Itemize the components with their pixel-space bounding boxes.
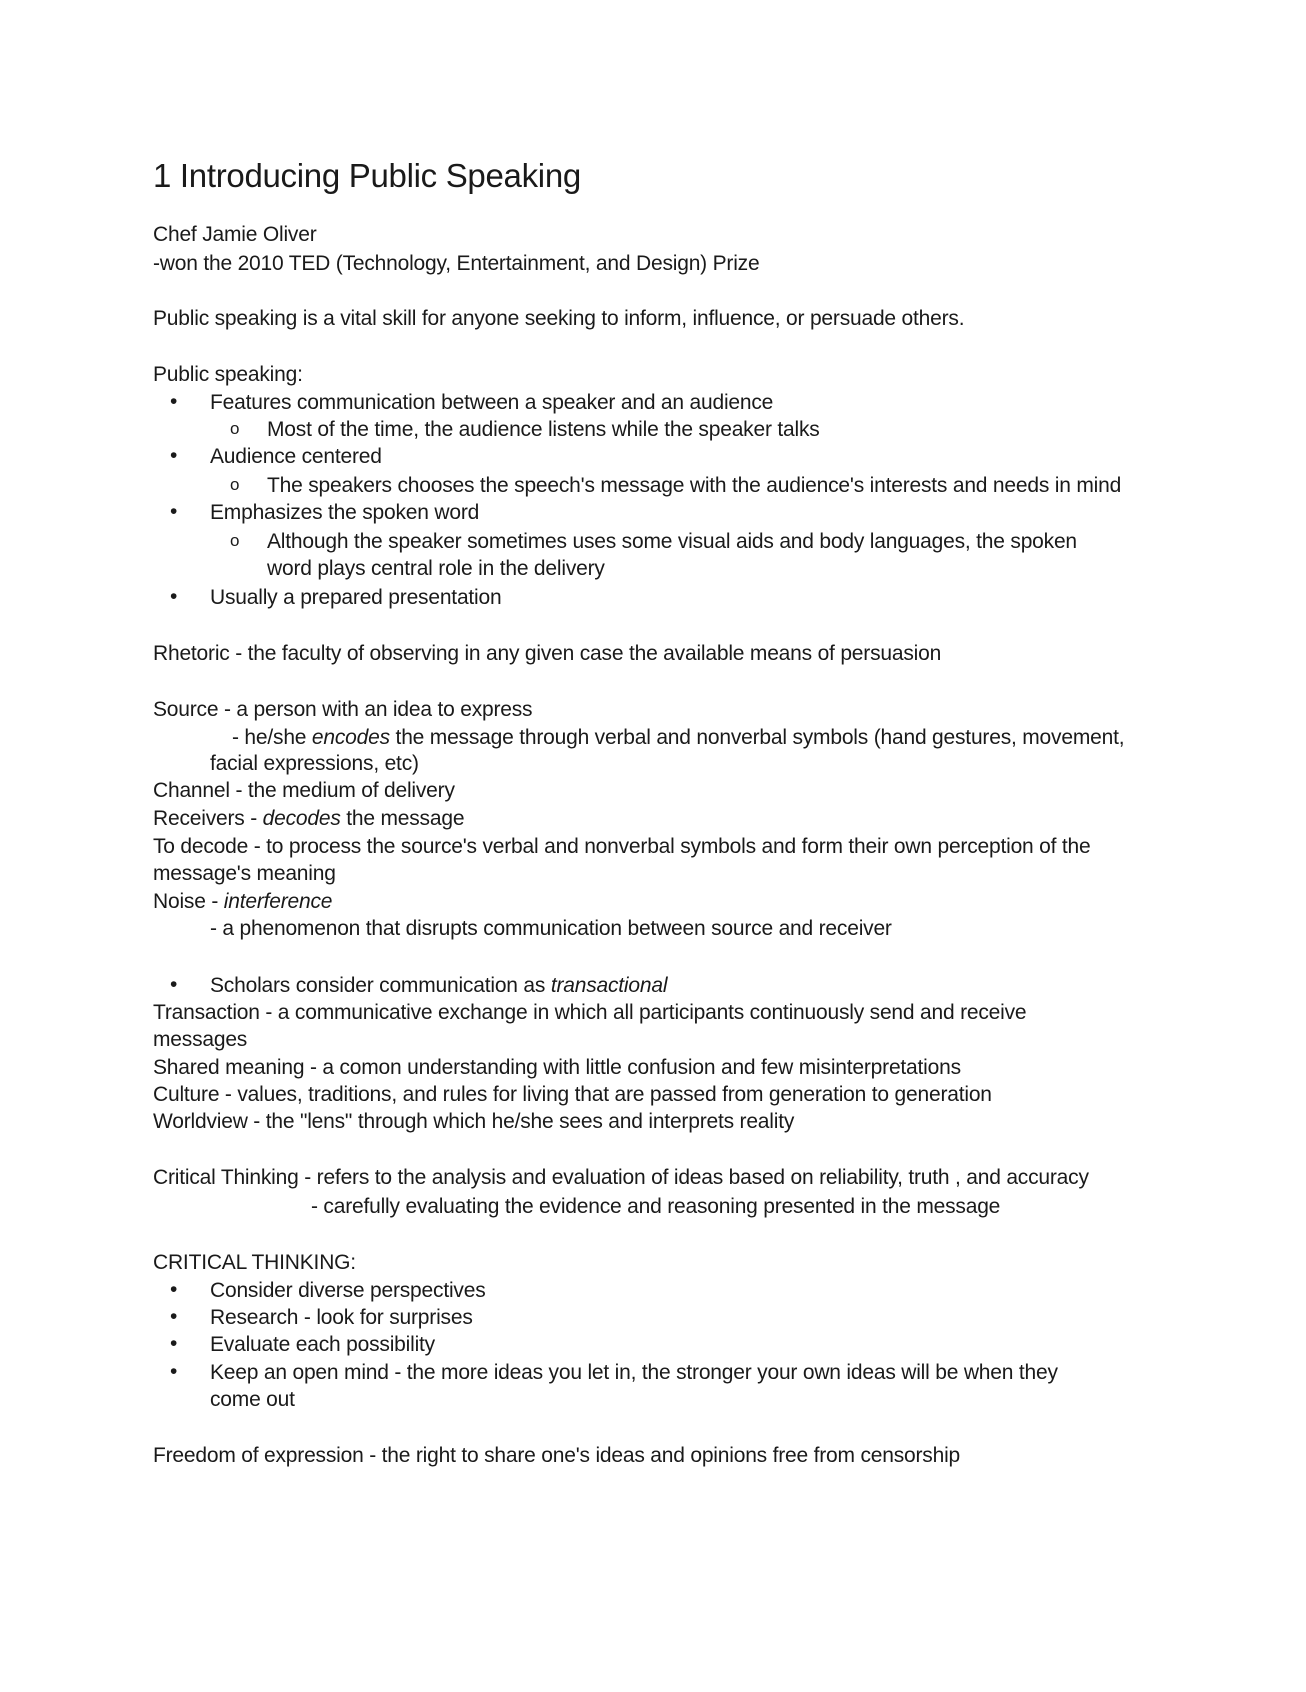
source-detail-pre: - he/she — [232, 726, 312, 749]
transactional-em: transactional — [550, 974, 668, 997]
definition-worldview: Worldview - the "lens" through which he/she sees and interprets reality — [153, 1110, 795, 1133]
sub-bullet-icon: o — [230, 531, 240, 550]
receivers-pre: Receivers - — [153, 807, 263, 830]
list-item: Consider diverse perspectives — [210, 1279, 486, 1302]
list-item: Keep an open mind - the more ideas you let in, the stronger your own ideas will be when they — [210, 1361, 1058, 1384]
definition-culture: Culture - values, traditions, and rules for living that are passed from generation to generation — [153, 1083, 992, 1106]
intro-line: -won the 2010 TED (Technology, Entertainment, and Design) Prize — [153, 252, 760, 275]
definition-transaction-cont: messages — [153, 1028, 248, 1051]
source-detail-cont: facial expressions, etc) — [210, 752, 419, 775]
sub-list-item: Most of the time, the audience listens while the speaker talks — [267, 418, 820, 441]
intro-line: Chef Jamie Oliver — [153, 223, 317, 246]
definition-critical-thinking: Critical Thinking - refers to the analysis and evaluation of ideas based on reliability, truth , and accuracy — [153, 1166, 1089, 1189]
definition-decode-cont: message's meaning — [153, 862, 336, 885]
sub-bullet-icon: o — [230, 419, 240, 438]
sub-bullet-icon: o — [230, 475, 240, 494]
source-detail-post: the message through verbal and nonverbal symbols (hand gestures, movement, — [389, 726, 1125, 749]
definition-transaction: Transaction - a communicative exchange in which all participants continuously send and receive — [153, 1001, 1027, 1024]
definition-source: Source - a person with an idea to express — [153, 698, 533, 721]
definition-channel: Channel - the medium of delivery — [153, 779, 455, 802]
definition-receivers — [153, 806, 464, 832]
definition-decode: To decode - to process the source's verbal and nonverbal symbols and form their own perception of the — [153, 835, 1091, 858]
bullet-icon: • — [170, 390, 178, 413]
list-item: Research - look for surprises — [210, 1306, 473, 1329]
noise-pre: Noise - — [153, 890, 224, 913]
bullet-icon: • — [170, 1332, 178, 1355]
list-item: Audience centered — [210, 445, 382, 468]
definition-freedom: Freedom of expression - the right to share one's ideas and opinions free from censorship — [153, 1444, 961, 1467]
list-item: Usually a prepared presentation — [210, 586, 502, 609]
transactional-pre: Scholars consider communication as — [210, 974, 551, 997]
sub-list-item: The speakers chooses the speech's message with the audience's interests and needs in mind — [267, 474, 1122, 497]
paragraph: Public speaking is a vital skill for anyone seeking to inform, influence, or persuade others. — [153, 307, 965, 330]
page-title: 1 Introducing Public Speaking — [153, 157, 581, 194]
definition-shared-meaning: Shared meaning - a comon understanding with little confusion and few misinterpretations — [153, 1056, 961, 1079]
list-item: Emphasizes the spoken word — [210, 501, 480, 524]
list-item: Features communication between a speaker and an audience — [210, 391, 774, 414]
sub-list-item-cont: word plays central role in the delivery — [267, 557, 605, 580]
receivers-em: decodes — [262, 807, 341, 830]
noise-em: interference — [223, 890, 333, 913]
bullet-icon: • — [170, 500, 178, 523]
definition-rhetoric: Rhetoric - the faculty of observing in any given case the available means of persuasion — [153, 642, 942, 665]
critical-thinking-detail: - carefully evaluating the evidence and reasoning presented in the message — [311, 1195, 1001, 1218]
source-detail-em: encodes — [311, 726, 390, 749]
list-item — [210, 973, 667, 999]
receivers-post: the message — [340, 807, 465, 830]
bullet-icon: • — [170, 585, 178, 608]
list-item: Evaluate each possibility — [210, 1333, 435, 1356]
bullet-icon: • — [170, 444, 178, 467]
bullet-icon: • — [170, 973, 178, 996]
bullet-icon: • — [170, 1278, 178, 1301]
definition-noise — [153, 889, 332, 915]
list-item-cont: come out — [210, 1388, 295, 1411]
noise-detail: - a phenomenon that disrupts communication between source and receiver — [210, 917, 892, 940]
bullet-icon: • — [170, 1305, 178, 1328]
bullet-icon: • — [170, 1360, 178, 1383]
section-heading: CRITICAL THINKING: — [153, 1251, 356, 1274]
source-detail — [232, 725, 1124, 751]
section-heading: Public speaking: — [153, 363, 303, 386]
sub-list-item: Although the speaker sometimes uses some visual aids and body languages, the spoken — [267, 530, 1077, 553]
